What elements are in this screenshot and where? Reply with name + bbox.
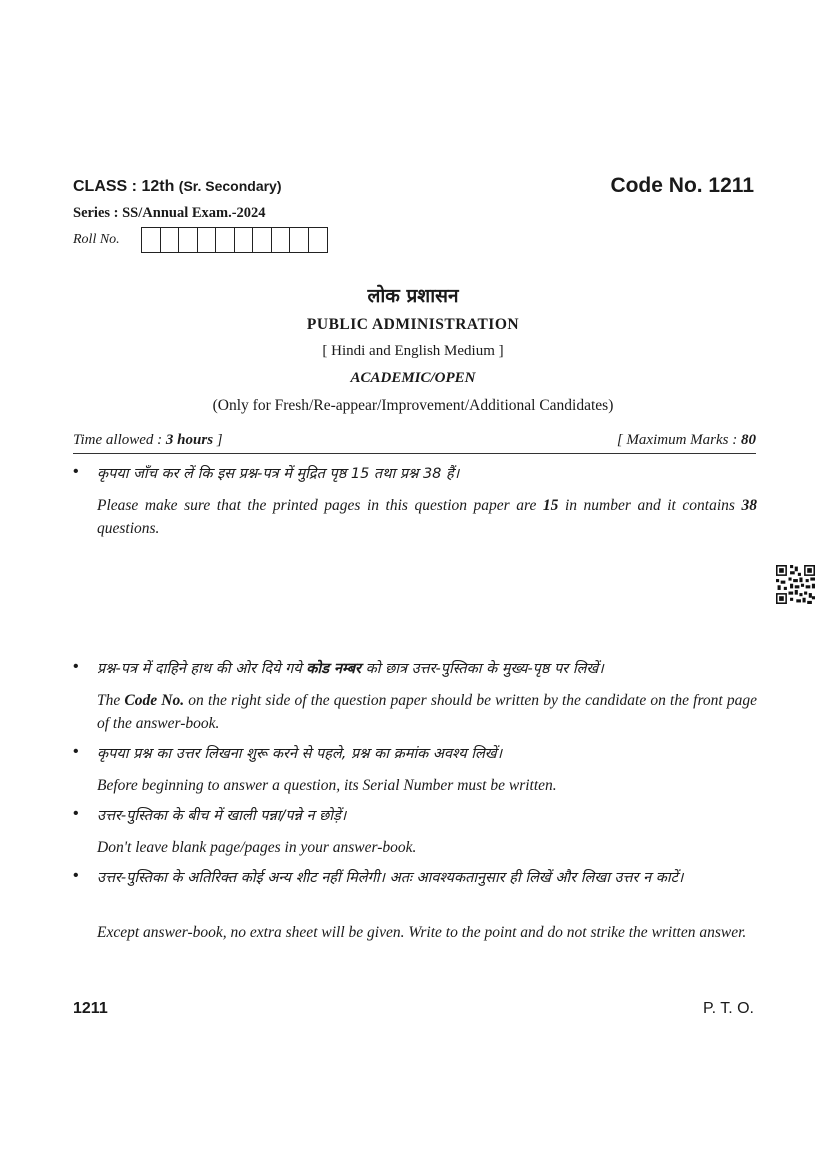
- instruction-english: Except answer-book, no extra sheet will be given. Write to the point and do not strike the written answer.: [97, 924, 747, 941]
- time-allowed: Time allowed : 3 hours ]: [73, 432, 223, 448]
- medium-label: [ Hindi and English Medium ]: [322, 343, 504, 359]
- bullet-icon: •: [73, 805, 79, 822]
- instruction-english: Before beginning to answer a question, its Serial Number must be written.: [97, 777, 557, 794]
- category-label: ACADEMIC/OPEN: [350, 370, 476, 386]
- instruction-hindi: कृपया प्रश्न का उत्तर लिखना शुरू करने से पहले, प्रश्न का क्रमांक अवश्य लिखें।: [97, 746, 503, 762]
- qr-code-icon: [776, 565, 815, 604]
- instruction-hindi: उत्तर-पुस्तिका के बीच में खाली पन्ना/पन्ने न छोड़ें।: [97, 808, 347, 824]
- roll-box[interactable]: [179, 228, 198, 252]
- bullet-icon: •: [73, 658, 79, 675]
- footer-code: 1211: [73, 1000, 108, 1017]
- series-label: Series : SS/Annual Exam.-2024: [73, 205, 266, 221]
- instruction-english: Don't leave blank page/pages in your answer-book.: [97, 839, 417, 856]
- candidates-label: (Only for Fresh/Re-appear/Improvement/Additional Candidates): [212, 397, 614, 414]
- roll-box[interactable]: [142, 228, 161, 252]
- class-text: CLASS : 12th: [73, 178, 175, 195]
- roll-box[interactable]: [161, 228, 180, 252]
- roll-box[interactable]: [253, 228, 272, 252]
- time-value: 3 hours: [165, 432, 214, 448]
- roll-box[interactable]: [198, 228, 217, 252]
- instruction-hindi: कृपया जाँच कर लें कि इस प्रश्न-पत्र में मुद्रित पृष्ठ 15 तथा प्रश्न 38 हैं।: [97, 466, 460, 482]
- roll-box[interactable]: [216, 228, 235, 252]
- roll-box[interactable]: [272, 228, 291, 252]
- bullet-icon: •: [73, 463, 79, 480]
- class-subtext: (Sr. Secondary): [178, 178, 282, 194]
- footer-pto: P. T. O.: [703, 1000, 754, 1017]
- roll-box[interactable]: [235, 228, 254, 252]
- english-subject-title: PUBLIC ADMINISTRATION: [306, 316, 520, 333]
- bullet-icon: •: [73, 743, 79, 760]
- roll-box[interactable]: [309, 228, 328, 252]
- class-label: [73, 178, 282, 196]
- code-number: Code No. 1211: [610, 174, 754, 197]
- hindi-subject-title: लोक प्रशासन: [367, 285, 459, 307]
- maximum-marks: [ Maximum Marks : 80: [616, 432, 756, 448]
- divider: [73, 453, 756, 454]
- roll-number-label: Roll No.: [73, 232, 120, 247]
- bullet-icon: •: [73, 867, 79, 884]
- roll-number-boxes[interactable]: [141, 227, 328, 253]
- exam-info-row: [73, 432, 756, 449]
- roll-box[interactable]: [290, 228, 309, 252]
- marks-value: 80: [741, 432, 756, 448]
- instruction-english: Please make sure that the printed pages in this question paper are 15 in number and it contains 38 questions.: [97, 497, 757, 537]
- instruction-hindi: उत्तर-पुस्तिका के अतिरिक्त कोई अन्य शीट नहीं मिलेगी। अतः आवश्यकतानुसार ही लिखें और लिखा उत्तर न काटें।: [97, 870, 684, 886]
- instruction-english: The Code No. on the right side of the question paper should be written by the candidate on the front page of the answer-book.: [97, 692, 758, 732]
- instruction-hindi: प्रश्न-पत्र में दाहिने हाथ की ओर दिये गये कोड नम्बर को छात्र उत्तर-पुस्तिका के मुख्य-पृष्ठ पर लिखें।: [97, 661, 604, 677]
